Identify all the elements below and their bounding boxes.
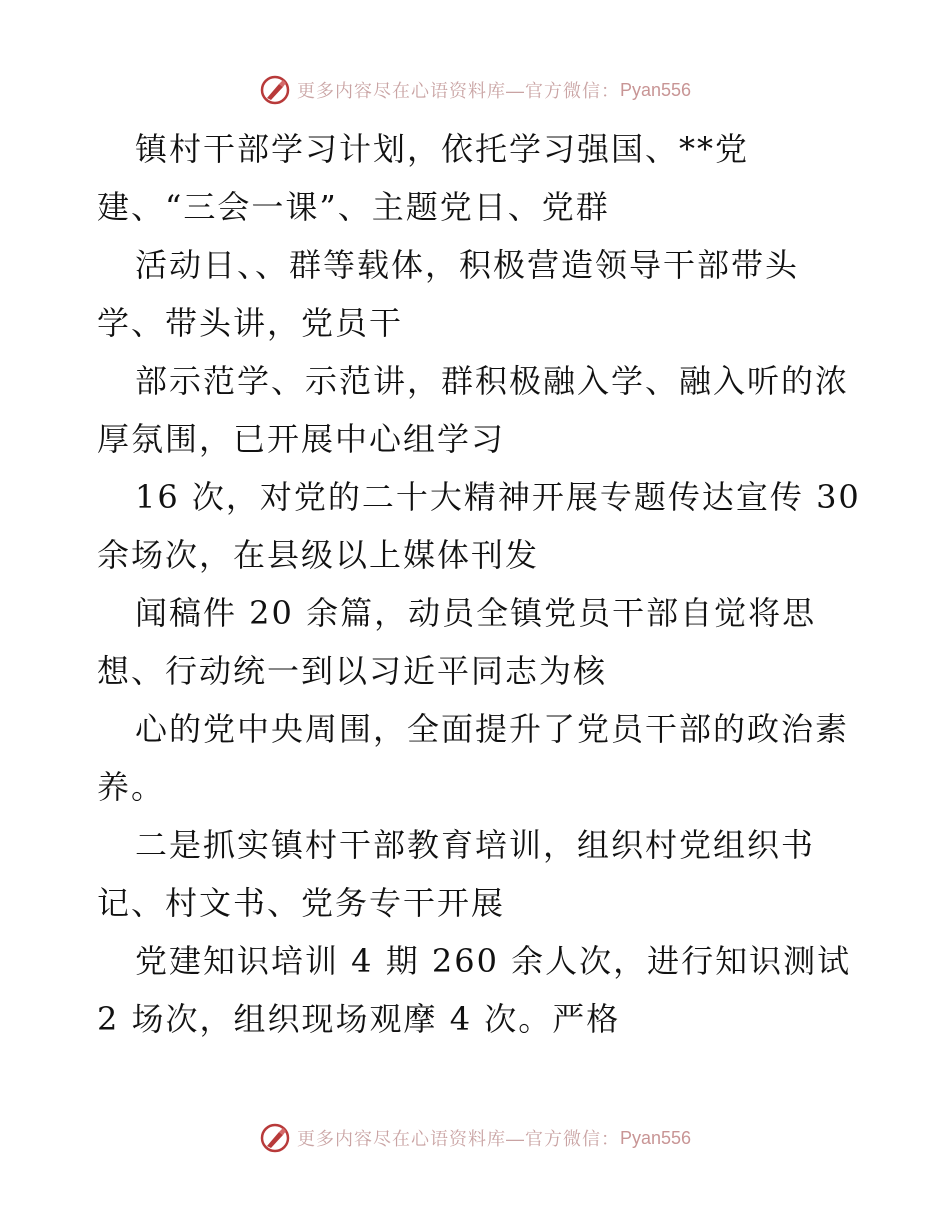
text-line-12: 养。	[97, 768, 166, 806]
text-line-11: 心的党中央周围，全面提升了党员干部的政治素	[135, 710, 850, 748]
header-watermark	[0, 70, 950, 110]
text-line-10: 想、行动统一到以习近平同志为核	[97, 652, 608, 690]
text-line-14: 记、村文书、党务专干开展	[97, 884, 506, 922]
text-line-15: 党建知识培训 4 期 260 余人次，进行知识测试	[135, 942, 852, 980]
watermark-wechat-id: Pyan556	[619, 1127, 692, 1148]
text-line-5: 部示范学、示范讲，群积极融入学、融入听的浓	[135, 362, 850, 400]
footer-watermark	[0, 1118, 950, 1158]
text-line-9: 闻稿件 20 余篇，动员全镇党员干部自觉将思	[135, 594, 817, 632]
pen-logo-icon	[259, 1122, 291, 1154]
watermark-wechat-id: Pyan556	[619, 79, 692, 100]
watermark-text: 更多内容尽在心语资料库—官方微信：	[296, 81, 620, 101]
text-line-6: 厚氛围，已开展中心组学习	[97, 420, 506, 458]
text-line-2: 建、“三会一课”、主题党日、党群	[97, 188, 610, 226]
text-line-7: 16 次，对党的二十大精神开展专题传达宣传 30	[135, 478, 861, 516]
watermark-text: 更多内容尽在心语资料库—官方微信：	[296, 1129, 620, 1149]
text-line-3: 活动日、、群等载体，积极营造领导干部带头	[135, 246, 800, 284]
text-line-8: 余场次，在县级以上媒体刊发	[97, 536, 540, 574]
text-line-16: 2 场次，组织现场观摩 4 次。严格	[97, 1000, 621, 1038]
text-line-1: 镇村干部学习计划，依托学习强国、**党	[135, 130, 750, 168]
text-line-4: 学、带头讲，党员干	[97, 304, 404, 342]
text-line-13: 二是抓实镇村干部教育培训，组织村党组织书	[135, 826, 816, 864]
pen-logo-icon	[259, 74, 291, 106]
